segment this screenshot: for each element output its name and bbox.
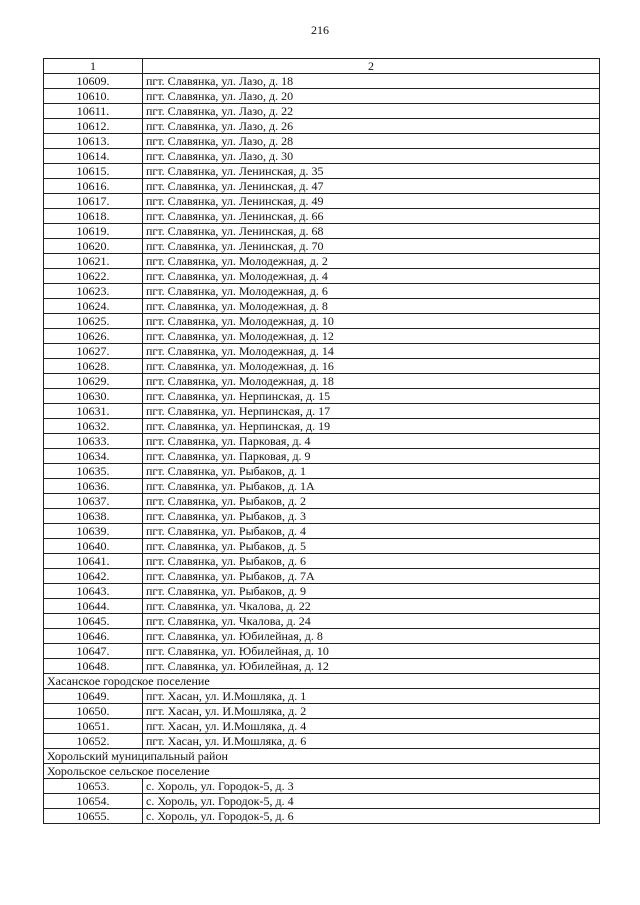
row-number: 10638.: [44, 509, 143, 524]
address-cell: пгт. Славянка, ул. Молодежная, д. 8: [143, 299, 600, 314]
row-number: 10617.: [44, 194, 143, 209]
address-cell: пгт. Хасан, ул. И.Мошляка, д. 4: [143, 719, 600, 734]
address-cell: пгт. Славянка, ул. Рыбаков, д. 3: [143, 509, 600, 524]
address-cell: пгт. Славянка, ул. Молодежная, д. 16: [143, 359, 600, 374]
section-row: [44, 749, 600, 764]
section-title: Хасанское городское поселение: [44, 674, 600, 689]
address-cell: пгт. Славянка, ул. Ленинская, д. 70: [143, 239, 600, 254]
section-row: [44, 674, 600, 689]
address-cell: пгт. Славянка, ул. Юбилейная, д. 12: [143, 659, 600, 674]
table-row: [44, 479, 600, 494]
address-cell: пгт. Славянка, ул. Лазо, д. 18: [143, 74, 600, 89]
row-number: 10645.: [44, 614, 143, 629]
address-cell: пгт. Славянка, ул. Парковая, д. 4: [143, 434, 600, 449]
table-row: [44, 494, 600, 509]
row-number: 10632.: [44, 419, 143, 434]
address-cell: с. Хороль, ул. Городок-5, д. 3: [143, 779, 600, 794]
table-row: [44, 359, 600, 374]
address-cell: пгт. Славянка, ул. Молодежная, д. 12: [143, 329, 600, 344]
table-row: [44, 239, 600, 254]
address-cell: пгт. Славянка, ул. Лазо, д. 22: [143, 104, 600, 119]
address-cell: пгт. Славянка, ул. Рыбаков, д. 1А: [143, 479, 600, 494]
table-row: [44, 464, 600, 479]
row-number: 10622.: [44, 269, 143, 284]
row-number: 10647.: [44, 644, 143, 659]
row-number: 10633.: [44, 434, 143, 449]
address-cell: пгт. Славянка, ул. Молодежная, д. 6: [143, 284, 600, 299]
row-number: 10639.: [44, 524, 143, 539]
address-cell: пгт. Славянка, ул. Лазо, д. 20: [143, 89, 600, 104]
address-cell: пгт. Славянка, ул. Рыбаков, д. 9: [143, 584, 600, 599]
table-row: [44, 539, 600, 554]
section-title: Хорольское сельское поселение: [44, 764, 600, 779]
address-cell: с. Хороль, ул. Городок-5, д. 4: [143, 794, 600, 809]
row-number: 10628.: [44, 359, 143, 374]
row-number: 10642.: [44, 569, 143, 584]
row-number: 10619.: [44, 224, 143, 239]
address-cell: пгт. Славянка, ул. Рыбаков, д. 2: [143, 494, 600, 509]
address-cell: пгт. Славянка, ул. Молодежная, д. 10: [143, 314, 600, 329]
table-row: [44, 269, 600, 284]
row-number: 10614.: [44, 149, 143, 164]
table-body: [44, 74, 600, 824]
row-number: 10626.: [44, 329, 143, 344]
row-number: 10654.: [44, 794, 143, 809]
address-cell: пгт. Хасан, ул. И.Мошляка, д. 6: [143, 734, 600, 749]
table-row: [44, 374, 600, 389]
table-row: [44, 224, 600, 239]
address-cell: пгт. Славянка, ул. Лазо, д. 28: [143, 134, 600, 149]
row-number: 10623.: [44, 284, 143, 299]
table-row: [44, 119, 600, 134]
row-number: 10635.: [44, 464, 143, 479]
address-cell: пгт. Славянка, ул. Молодежная, д. 4: [143, 269, 600, 284]
row-number: 10625.: [44, 314, 143, 329]
row-number: 10620.: [44, 239, 143, 254]
table-row: [44, 644, 600, 659]
table-row: [44, 299, 600, 314]
row-number: 10655.: [44, 809, 143, 824]
table-row: [44, 149, 600, 164]
table-row: [44, 449, 600, 464]
table-row: [44, 344, 600, 359]
table-row: [44, 524, 600, 539]
row-number: 10648.: [44, 659, 143, 674]
table-row: [44, 74, 600, 89]
row-number: 10650.: [44, 704, 143, 719]
row-number: 10636.: [44, 479, 143, 494]
row-number: 10627.: [44, 344, 143, 359]
row-number: 10624.: [44, 299, 143, 314]
table-row: [44, 734, 600, 749]
address-cell: пгт. Хасан, ул. И.Мошляка, д. 2: [143, 704, 600, 719]
table-row: [44, 659, 600, 674]
table-row: [44, 329, 600, 344]
table-row: [44, 434, 600, 449]
address-cell: пгт. Славянка, ул. Ленинская, д. 49: [143, 194, 600, 209]
column-header-2: 2: [143, 59, 600, 74]
address-cell: пгт. Славянка, ул. Ленинская, д. 66: [143, 209, 600, 224]
table-row: [44, 134, 600, 149]
row-number: 10640.: [44, 539, 143, 554]
address-cell: пгт. Славянка, ул. Чкалова, д. 24: [143, 614, 600, 629]
address-cell: с. Хороль, ул. Городок-5, д. 6: [143, 809, 600, 824]
row-number: 10634.: [44, 449, 143, 464]
row-number: 10629.: [44, 374, 143, 389]
row-number: 10649.: [44, 689, 143, 704]
table-row: [44, 794, 600, 809]
address-cell: пгт. Славянка, ул. Ленинская, д. 47: [143, 179, 600, 194]
row-number: 10651.: [44, 719, 143, 734]
address-cell: пгт. Славянка, ул. Парковая, д. 9: [143, 449, 600, 464]
table-row: [44, 89, 600, 104]
row-number: 10631.: [44, 404, 143, 419]
table-row: [44, 569, 600, 584]
address-cell: пгт. Славянка, ул. Ленинская, д. 68: [143, 224, 600, 239]
table-row: [44, 419, 600, 434]
table-row: [44, 719, 600, 734]
address-cell: пгт. Славянка, ул. Рыбаков, д. 4: [143, 524, 600, 539]
row-number: 10643.: [44, 584, 143, 599]
table-row: [44, 509, 600, 524]
address-cell: пгт. Хасан, ул. И.Мошляка, д. 1: [143, 689, 600, 704]
table-row: [44, 194, 600, 209]
row-number: 10609.: [44, 74, 143, 89]
address-cell: пгт. Славянка, ул. Молодежная, д. 14: [143, 344, 600, 359]
address-table: [43, 58, 600, 824]
row-number: 10621.: [44, 254, 143, 269]
table-row: [44, 689, 600, 704]
table-row: [44, 104, 600, 119]
address-cell: пгт. Славянка, ул. Чкалова, д. 22: [143, 599, 600, 614]
address-cell: пгт. Славянка, ул. Молодежная, д. 18: [143, 374, 600, 389]
address-cell: пгт. Славянка, ул. Рыбаков, д. 7А: [143, 569, 600, 584]
row-number: 10610.: [44, 89, 143, 104]
address-cell: пгт. Славянка, ул. Рыбаков, д. 6: [143, 554, 600, 569]
table-row: [44, 164, 600, 179]
address-cell: пгт. Славянка, ул. Нерпинская, д. 15: [143, 389, 600, 404]
table-row: [44, 554, 600, 569]
table-row: [44, 209, 600, 224]
table-row: [44, 314, 600, 329]
table-row: [44, 404, 600, 419]
table-row: [44, 809, 600, 824]
row-number: 10646.: [44, 629, 143, 644]
row-number: 10652.: [44, 734, 143, 749]
table-row: [44, 704, 600, 719]
address-cell: пгт. Славянка, ул. Лазо, д. 26: [143, 119, 600, 134]
row-number: 10637.: [44, 494, 143, 509]
table-row: [44, 254, 600, 269]
table-header-row: [44, 59, 600, 74]
address-cell: пгт. Славянка, ул. Рыбаков, д. 1: [143, 464, 600, 479]
row-number: 10611.: [44, 104, 143, 119]
row-number: 10612.: [44, 119, 143, 134]
address-cell: пгт. Славянка, ул. Нерпинская, д. 17: [143, 404, 600, 419]
table-row: [44, 629, 600, 644]
table-row: [44, 179, 600, 194]
table-row: [44, 389, 600, 404]
section-title: Хорольский муниципальный район: [44, 749, 600, 764]
table-row: [44, 779, 600, 794]
column-header-1: 1: [44, 59, 143, 74]
table-row: [44, 599, 600, 614]
row-number: 10613.: [44, 134, 143, 149]
address-cell: пгт. Славянка, ул. Нерпинская, д. 19: [143, 419, 600, 434]
address-cell: пгт. Славянка, ул. Ленинская, д. 35: [143, 164, 600, 179]
table-row: [44, 614, 600, 629]
table-row: [44, 584, 600, 599]
row-number: 10653.: [44, 779, 143, 794]
row-number: 10618.: [44, 209, 143, 224]
row-number: 10641.: [44, 554, 143, 569]
page-number: 216: [311, 23, 329, 37]
table-row: [44, 284, 600, 299]
address-cell: пгт. Славянка, ул. Юбилейная, д. 10: [143, 644, 600, 659]
row-number: 10644.: [44, 599, 143, 614]
address-cell: пгт. Славянка, ул. Молодежная, д. 2: [143, 254, 600, 269]
row-number: 10616.: [44, 179, 143, 194]
row-number: 10615.: [44, 164, 143, 179]
address-cell: пгт. Славянка, ул. Юбилейная, д. 8: [143, 629, 600, 644]
address-cell: пгт. Славянка, ул. Рыбаков, д. 5: [143, 539, 600, 554]
address-cell: пгт. Славянка, ул. Лазо, д. 30: [143, 149, 600, 164]
section-row: [44, 764, 600, 779]
row-number: 10630.: [44, 389, 143, 404]
